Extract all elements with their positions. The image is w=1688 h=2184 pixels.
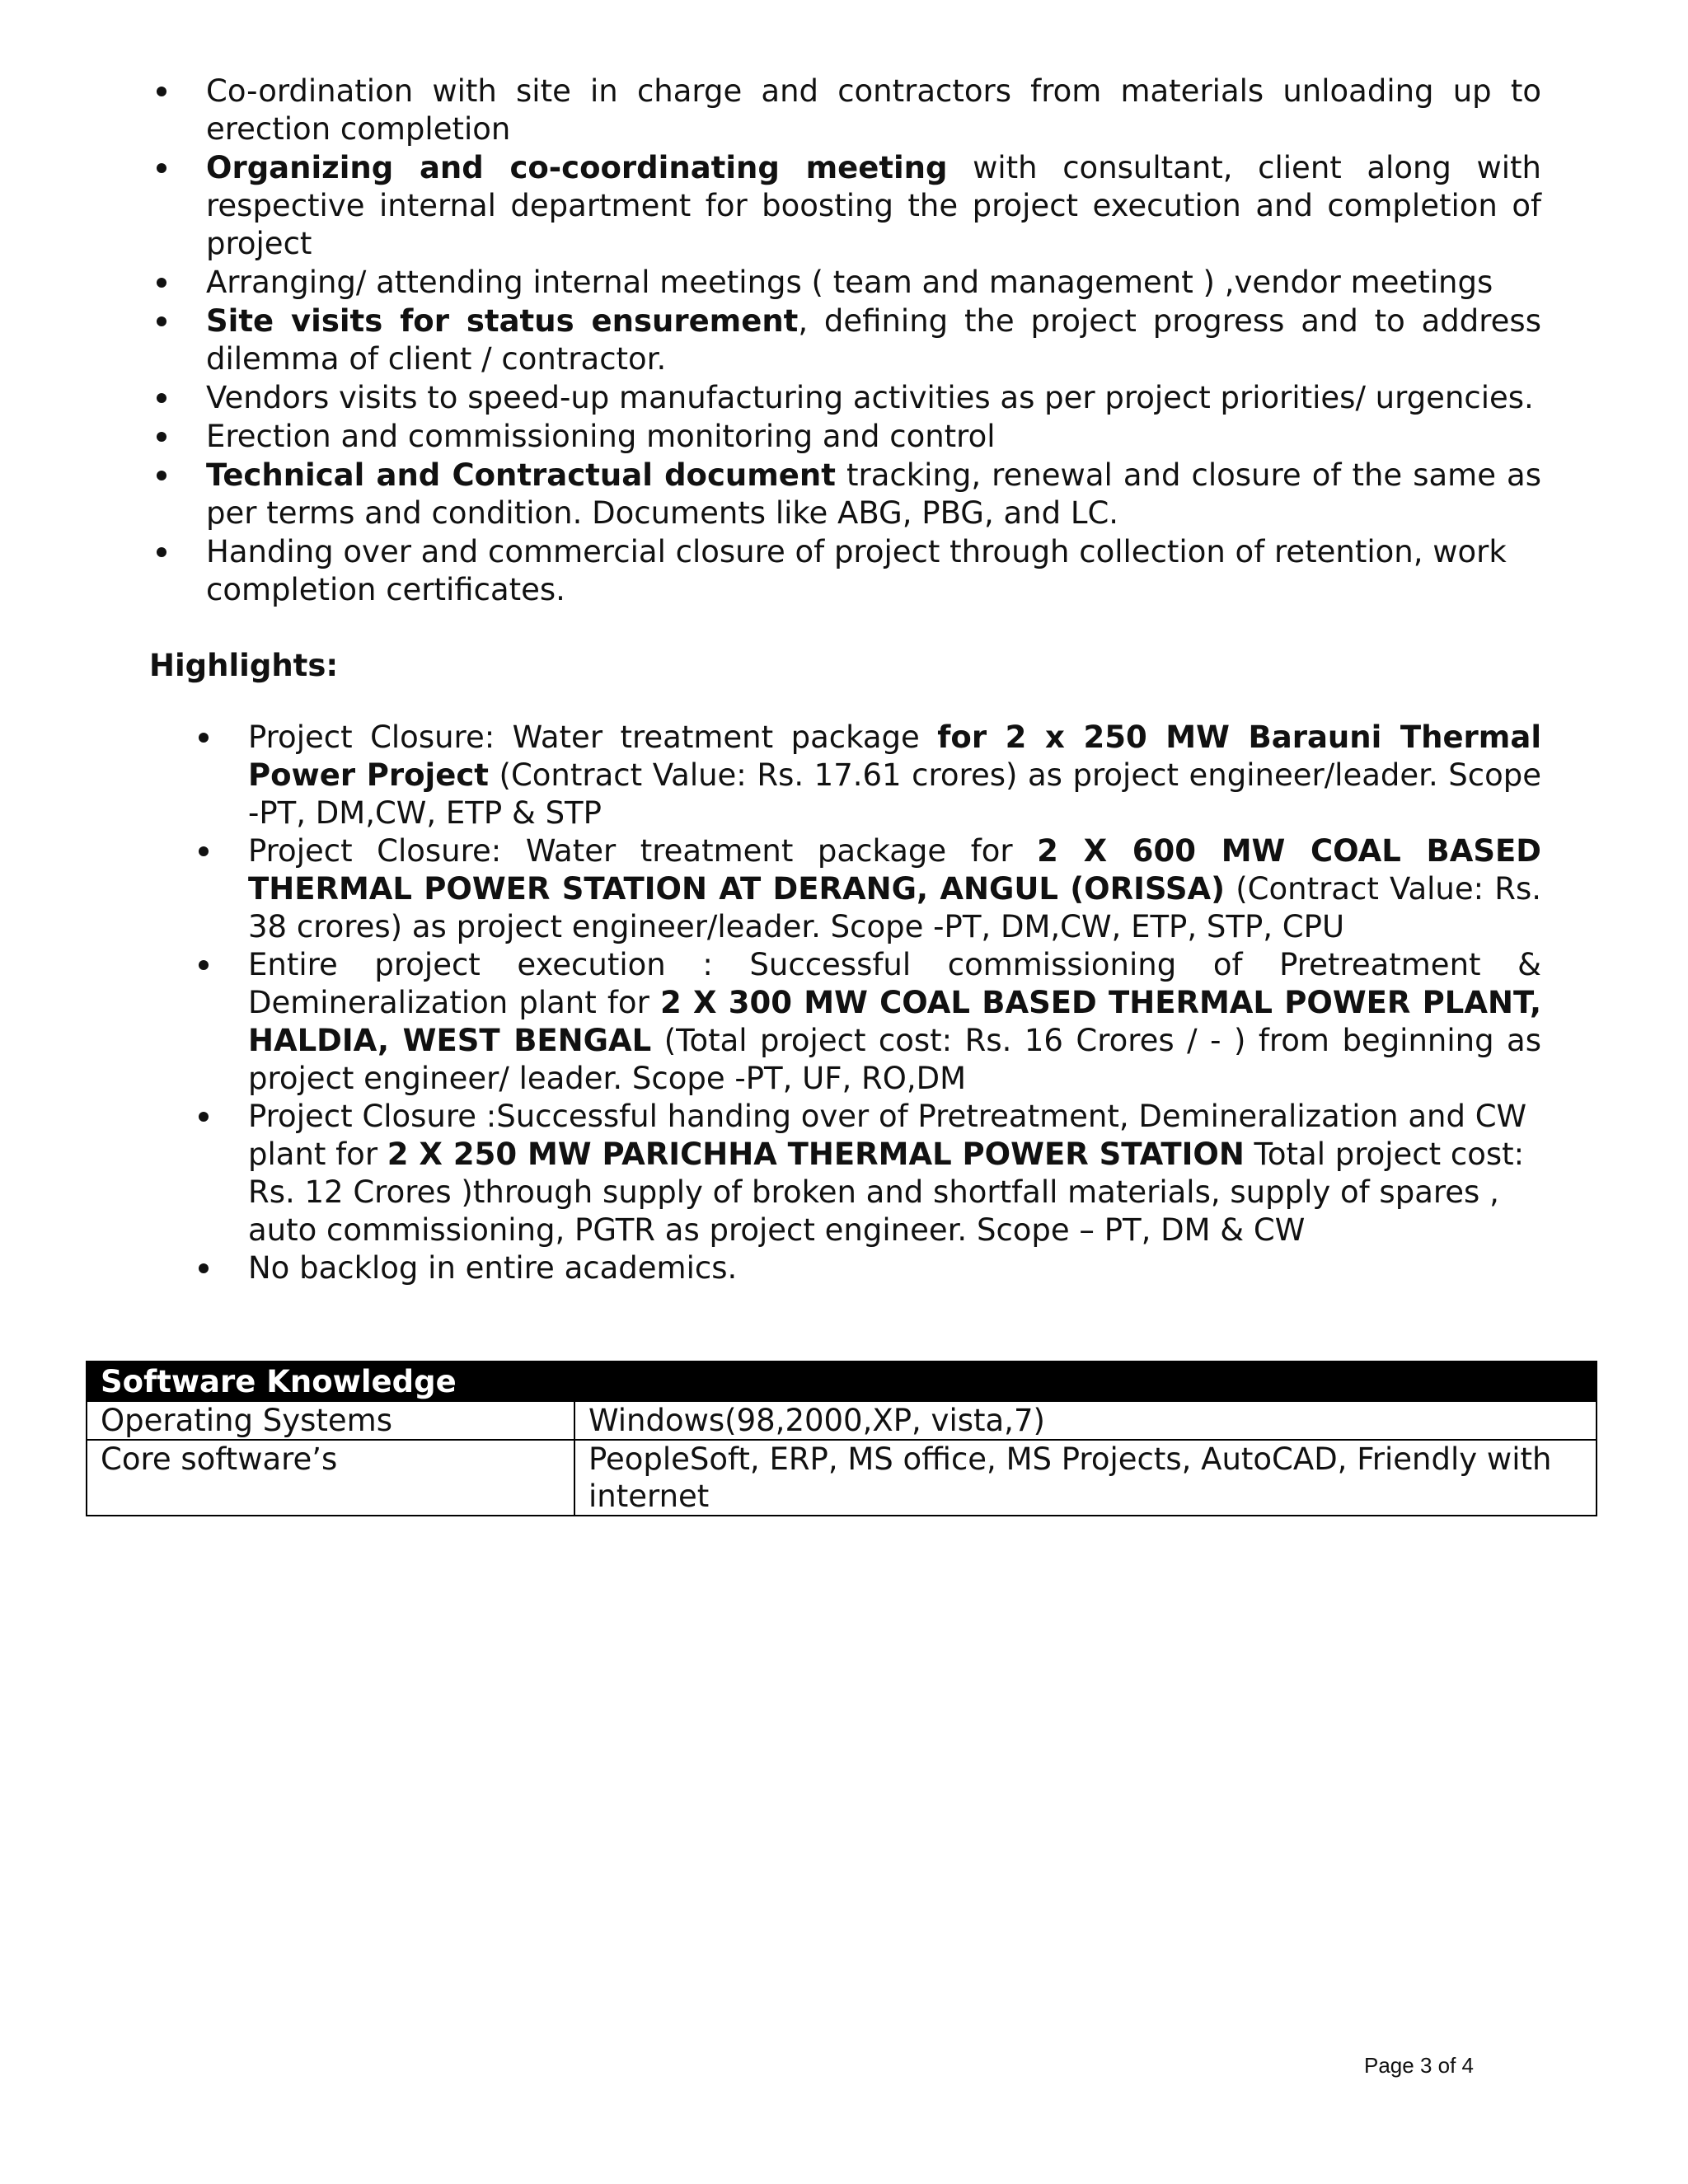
list-item	[206, 533, 1541, 609]
bullet-icon	[199, 733, 209, 743]
body-text: (Contract Value: Rs. 17.61 crores) as project engineer/leader. Scope -PT, DM,CW, ETP & STP	[248, 757, 1542, 831]
highlights-heading: Highlights:	[149, 648, 339, 683]
bold-text: Technical and Contractual document	[206, 457, 836, 493]
body-text: Project Closure :Successful handing over of Pretreatment, Demineralization and CW plant for	[248, 1099, 1527, 1172]
body-text: Erection and commissioning monitoring and control	[206, 419, 996, 454]
list-item	[206, 418, 1541, 456]
bullet-icon	[157, 471, 166, 480]
software-knowledge-table	[86, 1361, 1597, 1516]
table-row	[87, 1440, 1597, 1516]
table-row	[87, 1401, 1597, 1440]
bold-text: Organizing and co-coordinating meeting	[206, 150, 948, 185]
list-item	[206, 302, 1541, 378]
bullet-icon	[199, 1263, 209, 1273]
list-item	[206, 457, 1541, 532]
table-cell-key: Core software’s	[87, 1440, 574, 1516]
body-text: Project Closure: Water treatment package	[248, 719, 938, 755]
bold-text: Site visits for status ensurement	[206, 303, 799, 339]
bullet-icon	[157, 547, 166, 557]
bullet-icon	[199, 960, 209, 970]
table-cell-value: Windows(98,2000,XP, vista,7)	[574, 1401, 1597, 1440]
bullet-icon	[157, 316, 166, 326]
responsibilities-list	[206, 73, 1541, 610]
body-text: tracking, renewal and closure of the same as per terms and condition. Documents like ABG, PBG, and LC.	[206, 457, 1541, 531]
body-text: Vendors visits to speed-up manufacturing activities as per project priorities/ urgencies.	[206, 380, 1534, 415]
page-number: Page 3 of 4	[1364, 2053, 1474, 2078]
bold-text: 2 X 600 MW COAL BASED THERMAL POWER STATION AT DERANG, ANGUL (ORISSA)	[248, 833, 1541, 907]
list-item	[248, 946, 1541, 1098]
body-text: , defining the project progress and to address dilemma of client / contractor.	[206, 303, 1541, 377]
bullet-icon	[199, 846, 209, 856]
body-text: Entire project execution : Successful commissioning of Pretreatment & Demineralization plant for	[248, 947, 1541, 1020]
bullet-icon	[157, 87, 166, 96]
bold-text: for 2 x 250 MW Barauni Thermal Power Project	[248, 719, 1542, 793]
bullet-icon	[157, 278, 166, 288]
bold-text: 2 X 250 MW PARICHHA THERMAL POWER STATION	[387, 1137, 1245, 1172]
body-text: Handing over and commercial closure of project through collection of retention, work completion certificates.	[206, 534, 1507, 607]
bullet-icon	[199, 1112, 209, 1122]
bold-text: 2 X 300 MW COAL BASED THERMAL POWER PLANT, HALDIA, WEST BENGAL	[248, 985, 1542, 1058]
body-text: Project Closure: Water treatment package for	[248, 833, 1038, 869]
table-title: Software Knowledge	[87, 1361, 1597, 1401]
list-item	[206, 264, 1541, 302]
body-text: (Contract Value: Rs. 38 crores) as project engineer/leader. Scope -PT, DM,CW, ETP, STP, CPU	[248, 871, 1541, 944]
table-cell-value: PeopleSoft, ERP, MS office, MS Projects, AutoCAD, Friendly with internet	[574, 1440, 1597, 1516]
list-item	[248, 1098, 1541, 1249]
list-item	[206, 379, 1541, 417]
table-cell-key: Operating Systems	[87, 1401, 574, 1440]
table-header-row	[87, 1361, 1597, 1401]
bullet-icon	[157, 432, 166, 442]
list-item	[248, 1249, 1541, 1287]
list-item	[248, 832, 1541, 946]
body-text: (Total project cost: Rs. 16 Crores / - ) from beginning as project engineer/ leader. Scope -PT, UF, RO,DM	[248, 1023, 1541, 1096]
body-text: Arranging/ attending internal meetings ( team and management ) ,vendor meetings	[206, 265, 1493, 300]
list-item	[206, 73, 1541, 148]
bullet-icon	[157, 163, 166, 173]
body-text: Total project cost: Rs. 12 Crores )through supply of broken and shortfall materials, supply of spares , auto commissioning, PGTR as project engineer. Scope – PT, DM & CW	[248, 1137, 1525, 1248]
list-item	[206, 149, 1541, 263]
bullet-icon	[157, 393, 166, 403]
body-text: with consultant, client along with respective internal department for boosting the project execution and completion of project	[206, 150, 1541, 261]
body-text: No backlog in entire academics.	[248, 1250, 738, 1286]
highlights-list	[248, 719, 1541, 1287]
body-text: Co-ordination with site in charge and contractors from materials unloading up to erection completion	[206, 73, 1541, 147]
list-item	[248, 719, 1541, 832]
